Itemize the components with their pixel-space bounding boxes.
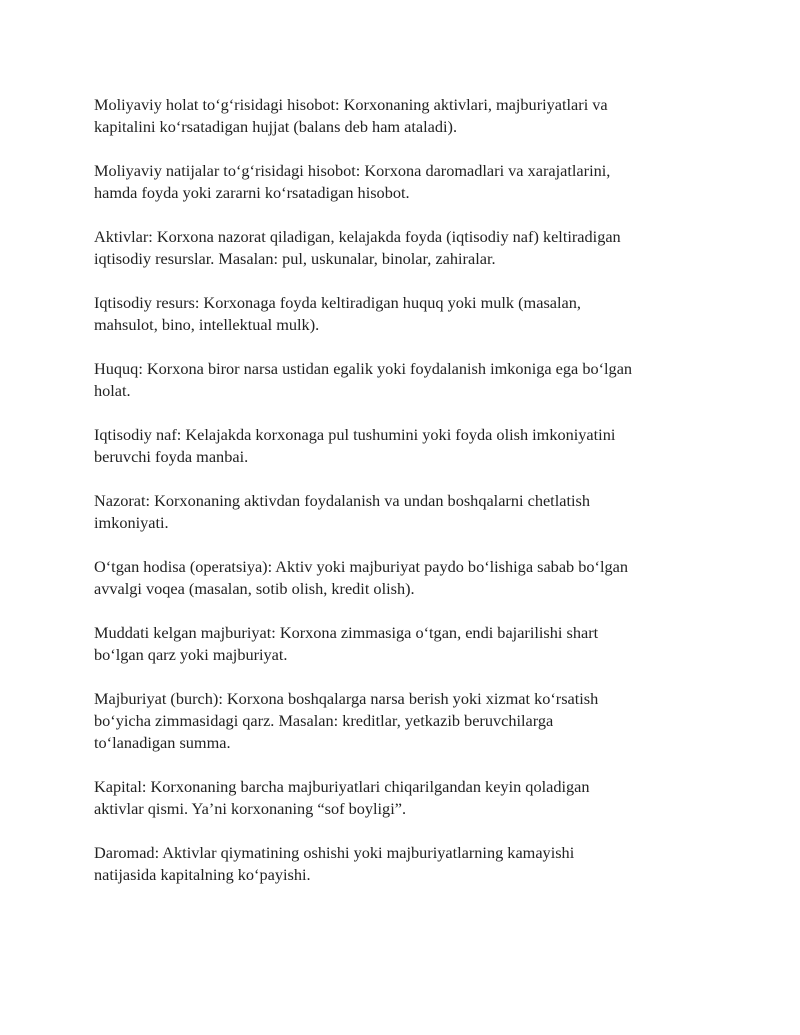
definition-entry: Aktivlar: Korxona nazorat qiladigan, kelajakda foyda (iqtisodiy naf) keltiradigan iqtisodiy resurslar. Masalan: pul, uskunalar, binolar, zahiralar.	[94, 227, 621, 268]
definition-entry: Moliyaviy holat to‘g‘risidagi hisobot: Korxonaning aktivlari, majburiyatlari va kapitalini ko‘rsatadigan hujjat (balans deb ham ataladi).	[94, 95, 608, 136]
definition-entry: O‘tgan hodisa (operatsiya): Aktiv yoki majburiyat paydo bo‘lishiga sabab bo‘lgan avvalgi voqea (masalan, sotib olish, kredit olish).	[94, 557, 628, 598]
definition-entry: Daromad: Aktivlar qiymatining oshishi yoki majburiyatlarning kamayishi natijasida kapitalning ko‘payishi.	[94, 843, 575, 884]
document-body	[94, 94, 714, 908]
definition-entry: Majburiyat (burch): Korxona boshqalarga narsa berish yoki xizmat ko‘rsatish bo‘yicha zimmasidagi qarz. Masalan: kreditlar, yetkazib beruvchilarga to‘lanadigan summa.	[94, 689, 599, 752]
definition-entry: Moliyaviy natijalar to‘g‘risidagi hisobot: Korxona daromadlari va xarajatlarini, hamda foyda yoki zararni ko‘rsatadigan hisobot.	[94, 161, 611, 202]
definition-entry: Muddati kelgan majburiyat: Korxona zimmasiga o‘tgan, endi bajarilishi shart bo‘lgan qarz yoki majburiyat.	[94, 623, 599, 664]
definition-entry: Nazorat: Korxonaning aktivdan foydalanish va undan boshqalarni chetlatish imkoniyati.	[94, 491, 590, 532]
definition-entry: Huquq: Korxona biror narsa ustidan egalik yoki foydalanish imkoniga ega bo‘lgan holat.	[94, 359, 633, 400]
definition-entry: Iqtisodiy naf: Kelajakda korxonaga pul tushumini yoki foyda olish imkoniyatini beruvchi foyda manbai.	[94, 425, 616, 466]
definition-entry: Iqtisodiy resurs: Korxonaga foyda keltiradigan huquq yoki mulk (masalan, mahsulot, bino, intellektual mulk).	[94, 293, 581, 334]
definition-entry: Kapital: Korxonaning barcha majburiyatlari chiqarilgandan keyin qoladigan aktivlar qismi. Ya’ni korxonaning “sof boyligi”.	[94, 777, 590, 818]
